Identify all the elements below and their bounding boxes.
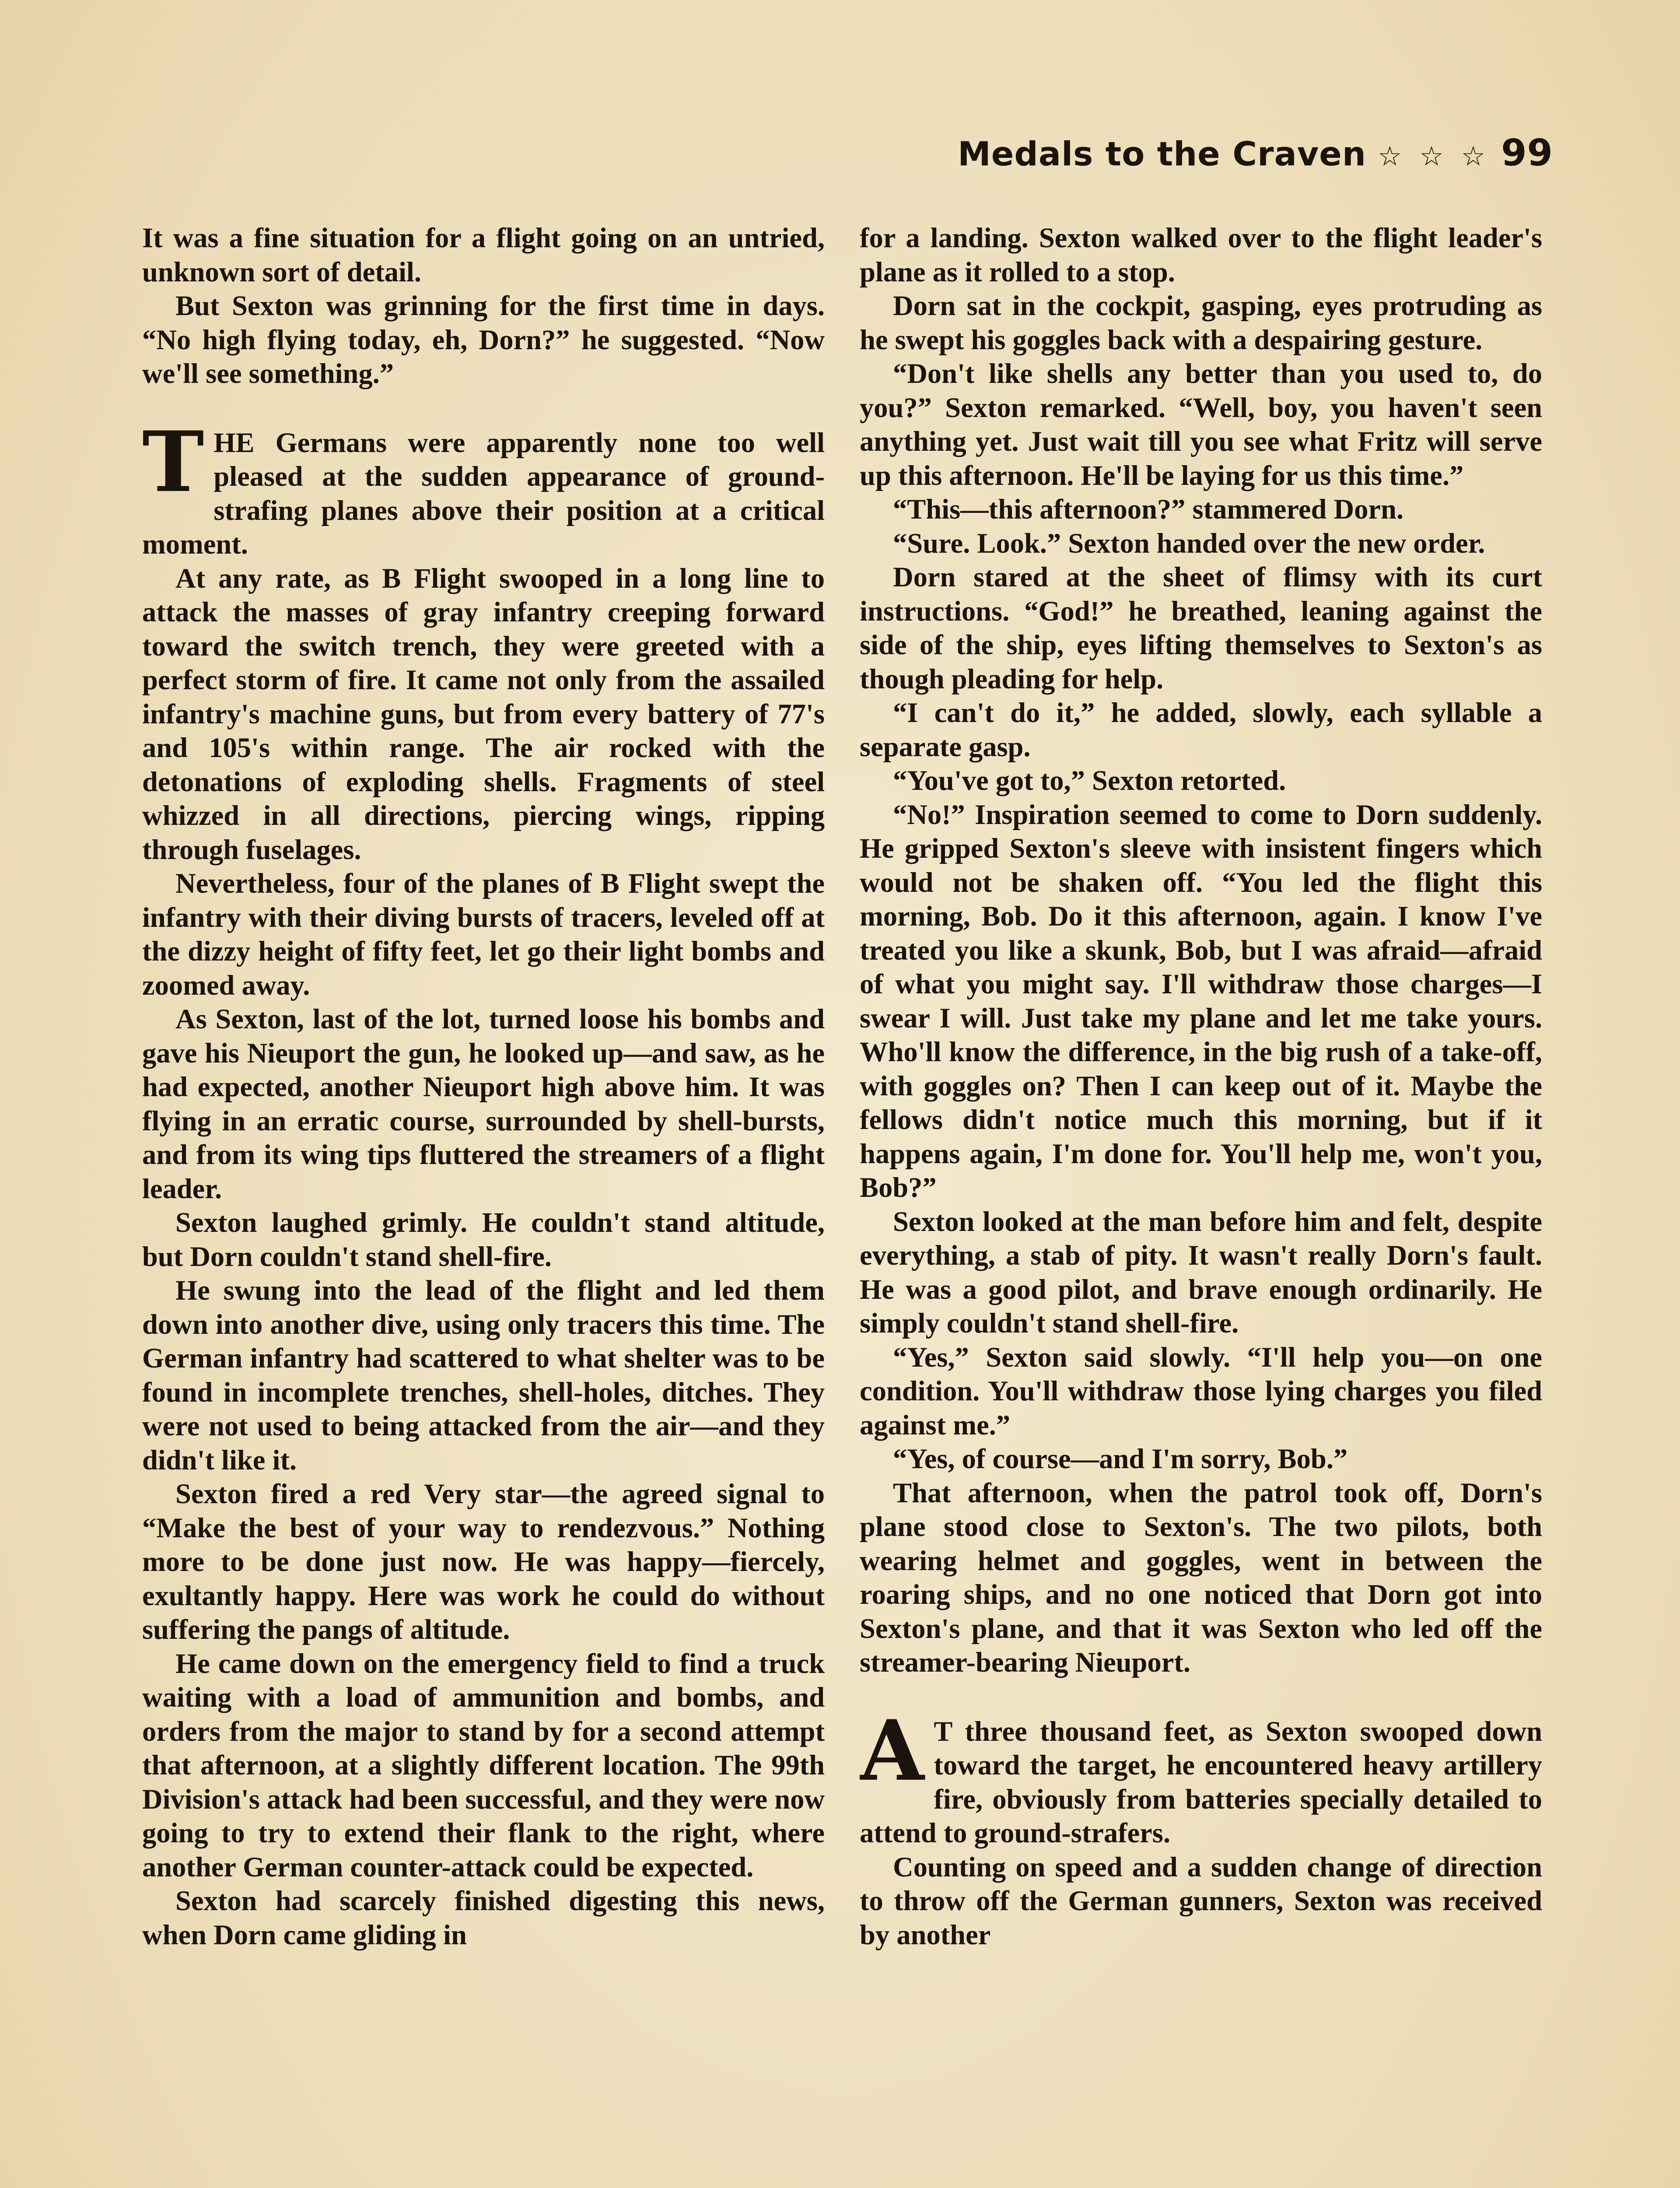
paragraph: Nevertheless, four of the planes of B Flight swept the infantry with their diving bursts of tracers, leveled off at the dizzy height of fifty feet, let go their light bombs and zoomed away. xyxy=(142,868,825,1001)
paragraph: Sexton fired a red Very star—the agreed signal to “Make the best of your way to rendezvous.” Nothing more to be done just now. He was happy—fiercely, exultantly happy. Here was work he could do without suffering the pangs of altitude. xyxy=(142,1478,825,1645)
star-ornament: ☆ ☆ ☆ xyxy=(1377,140,1490,172)
paragraph: That afternoon, when the patrol took off, Dorn's plane stood close to Sexton's. The two pilots, both wearing helmet and goggles, went in between the roaring ships, and no one noticed that Dorn got into Sexton's plane, and that it was Sexton who led off the streamer-bearing Nieuport. xyxy=(860,1477,1542,1678)
paragraph: Sexton had scarcely finished digesting this news, when Dorn came gliding in xyxy=(142,1885,825,1950)
drop-cap: T xyxy=(142,413,204,511)
paragraph: Dorn stared at the sheet of flimsy with its curt instructions. “God!” he breathed, leaning against the side of the ship, eyes lifting themselves to Sexton's as though pleading for help. xyxy=(860,561,1542,694)
section-opening-paragraph xyxy=(142,413,825,561)
running-head xyxy=(958,131,1553,174)
story-title: Medals to the Craven xyxy=(958,134,1366,173)
paragraph: “Sure. Look.” Sexton handed over the new order. xyxy=(893,527,1485,559)
paragraph-text: T three thousand feet, as Sexton swooped down toward the target, he encountered heavy artillery fire, obviously from batteries specially detailed to attend to ground-strafers. xyxy=(860,1715,1542,1848)
paragraph: “No!” Inspiration seemed to come to Dorn suddenly. He gripped Sexton's sleeve with insistent fingers which would not be shaken off. “You led the flight this morning, Bob. Do it this afternoon, again. I know I've treated you like a skunk, Bob, but I was afraid—afraid of what you might say. I'll withdraw those charges—I swear I will. Just take my plane and let me take yours. Who'll know the difference, in the big rush of a take-off, with goggles on? Then I can keep out of it. Maybe the fellows didn't notice much this morning, but if it happens again, I'm done for. You'll help me, won't you, Bob?” xyxy=(860,799,1542,1203)
paragraph: But Sexton was grinning for the first time in days. “No high flying today, eh, Dorn?” he suggested. “Now we'll see something.” xyxy=(142,290,825,389)
paragraph: Sexton looked at the man before him and felt, despite everything, a stab of pity. It wasn't really Dorn's fault. He was a good pilot, and brave enough ordinarily. He simply couldn't stand shell-fire. xyxy=(860,1206,1542,1339)
paragraph: Sexton laughed grimly. He couldn't stand altitude, but Dorn couldn't stand shell-fire. xyxy=(142,1207,825,1272)
paragraph: Dorn sat in the cockpit, gasping, eyes protruding as he swept his goggles back with a despairing gesture. xyxy=(860,290,1542,355)
paragraph: “I can't do it,” he added, slowly, each syllable a separate gasp. xyxy=(860,697,1542,762)
paragraph: for a landing. Sexton walked over to the flight leader's plane as it rolled to a stop. xyxy=(860,222,1542,288)
paragraph: At any rate, as B Flight swooped in a long line to attack the masses of gray infantry creeping forward toward the switch trench, they were greeted with a perfect storm of fire. It came not only from the assailed infantry's machine guns, but from every battery of 77's and 105's within range. The air rocked with the detonations of exploding shells. Fragments of steel whizzed in all directions, piercing wings, ripping through fuselages. xyxy=(142,562,825,865)
paragraph-text: HE Germans were apparently none too well pleased at the sudden appearance of ground-strafing planes above their position at a critical moment. xyxy=(142,427,825,560)
paragraph: “Don't like shells any better than you used to, do you?” Sexton remarked. “Well, boy, you haven't seen anything yet. Just wait till you see what Fritz will serve up this afternoon. He'll be laying for us this time.” xyxy=(860,358,1542,491)
right-text-column xyxy=(860,221,1542,2188)
page-number: 99 xyxy=(1501,131,1553,174)
paragraph: It was a fine situation for a flight going on an untried, unknown sort of detail. xyxy=(142,222,825,288)
paragraph: Counting on speed and a sudden change of direction to throw off the German gunners, Sexton was received by another xyxy=(860,1851,1542,1950)
drop-cap: A xyxy=(860,1701,924,1799)
paragraph: “You've got to,” Sexton retorted. xyxy=(893,765,1286,796)
paragraph: As Sexton, last of the lot, turned loose his bombs and gave his Nieuport the gun, he looked up—and saw, as he had expected, another Nieuport high above him. It was flying in an erratic course, surrounded by shell-bursts, and from its wing tips fluttered the streamers of a flight leader. xyxy=(142,1003,825,1204)
paragraph: “This—this afternoon?” stammered Dorn. xyxy=(893,494,1404,525)
paragraph: He came down on the emergency field to find a truck waiting with a load of ammunition and bombs, and orders from the major to stand by for a second attempt that afternoon, at a slightly different location. The 99th Division's attack had been successful, and they were now going to try to extend their flank to the right, where another German counter-attack could be expected. xyxy=(142,1648,825,1883)
paragraph: He swung into the lead of the flight and led them down into another dive, using only tracers this time. The German infantry had scattered to what shelter was to be found in incomplete trenches, shell-holes, ditches. They were not used to being attacked from the air—and they didn't like it. xyxy=(142,1275,825,1476)
paragraph: “Yes, of course—and I'm sorry, Bob.” xyxy=(893,1443,1348,1474)
section-opening-paragraph xyxy=(860,1701,1542,1850)
left-text-column xyxy=(142,221,825,2188)
paragraph: “Yes,” Sexton said slowly. “I'll help you—on one condition. You'll withdraw those lying charges you filed against me.” xyxy=(860,1341,1542,1441)
